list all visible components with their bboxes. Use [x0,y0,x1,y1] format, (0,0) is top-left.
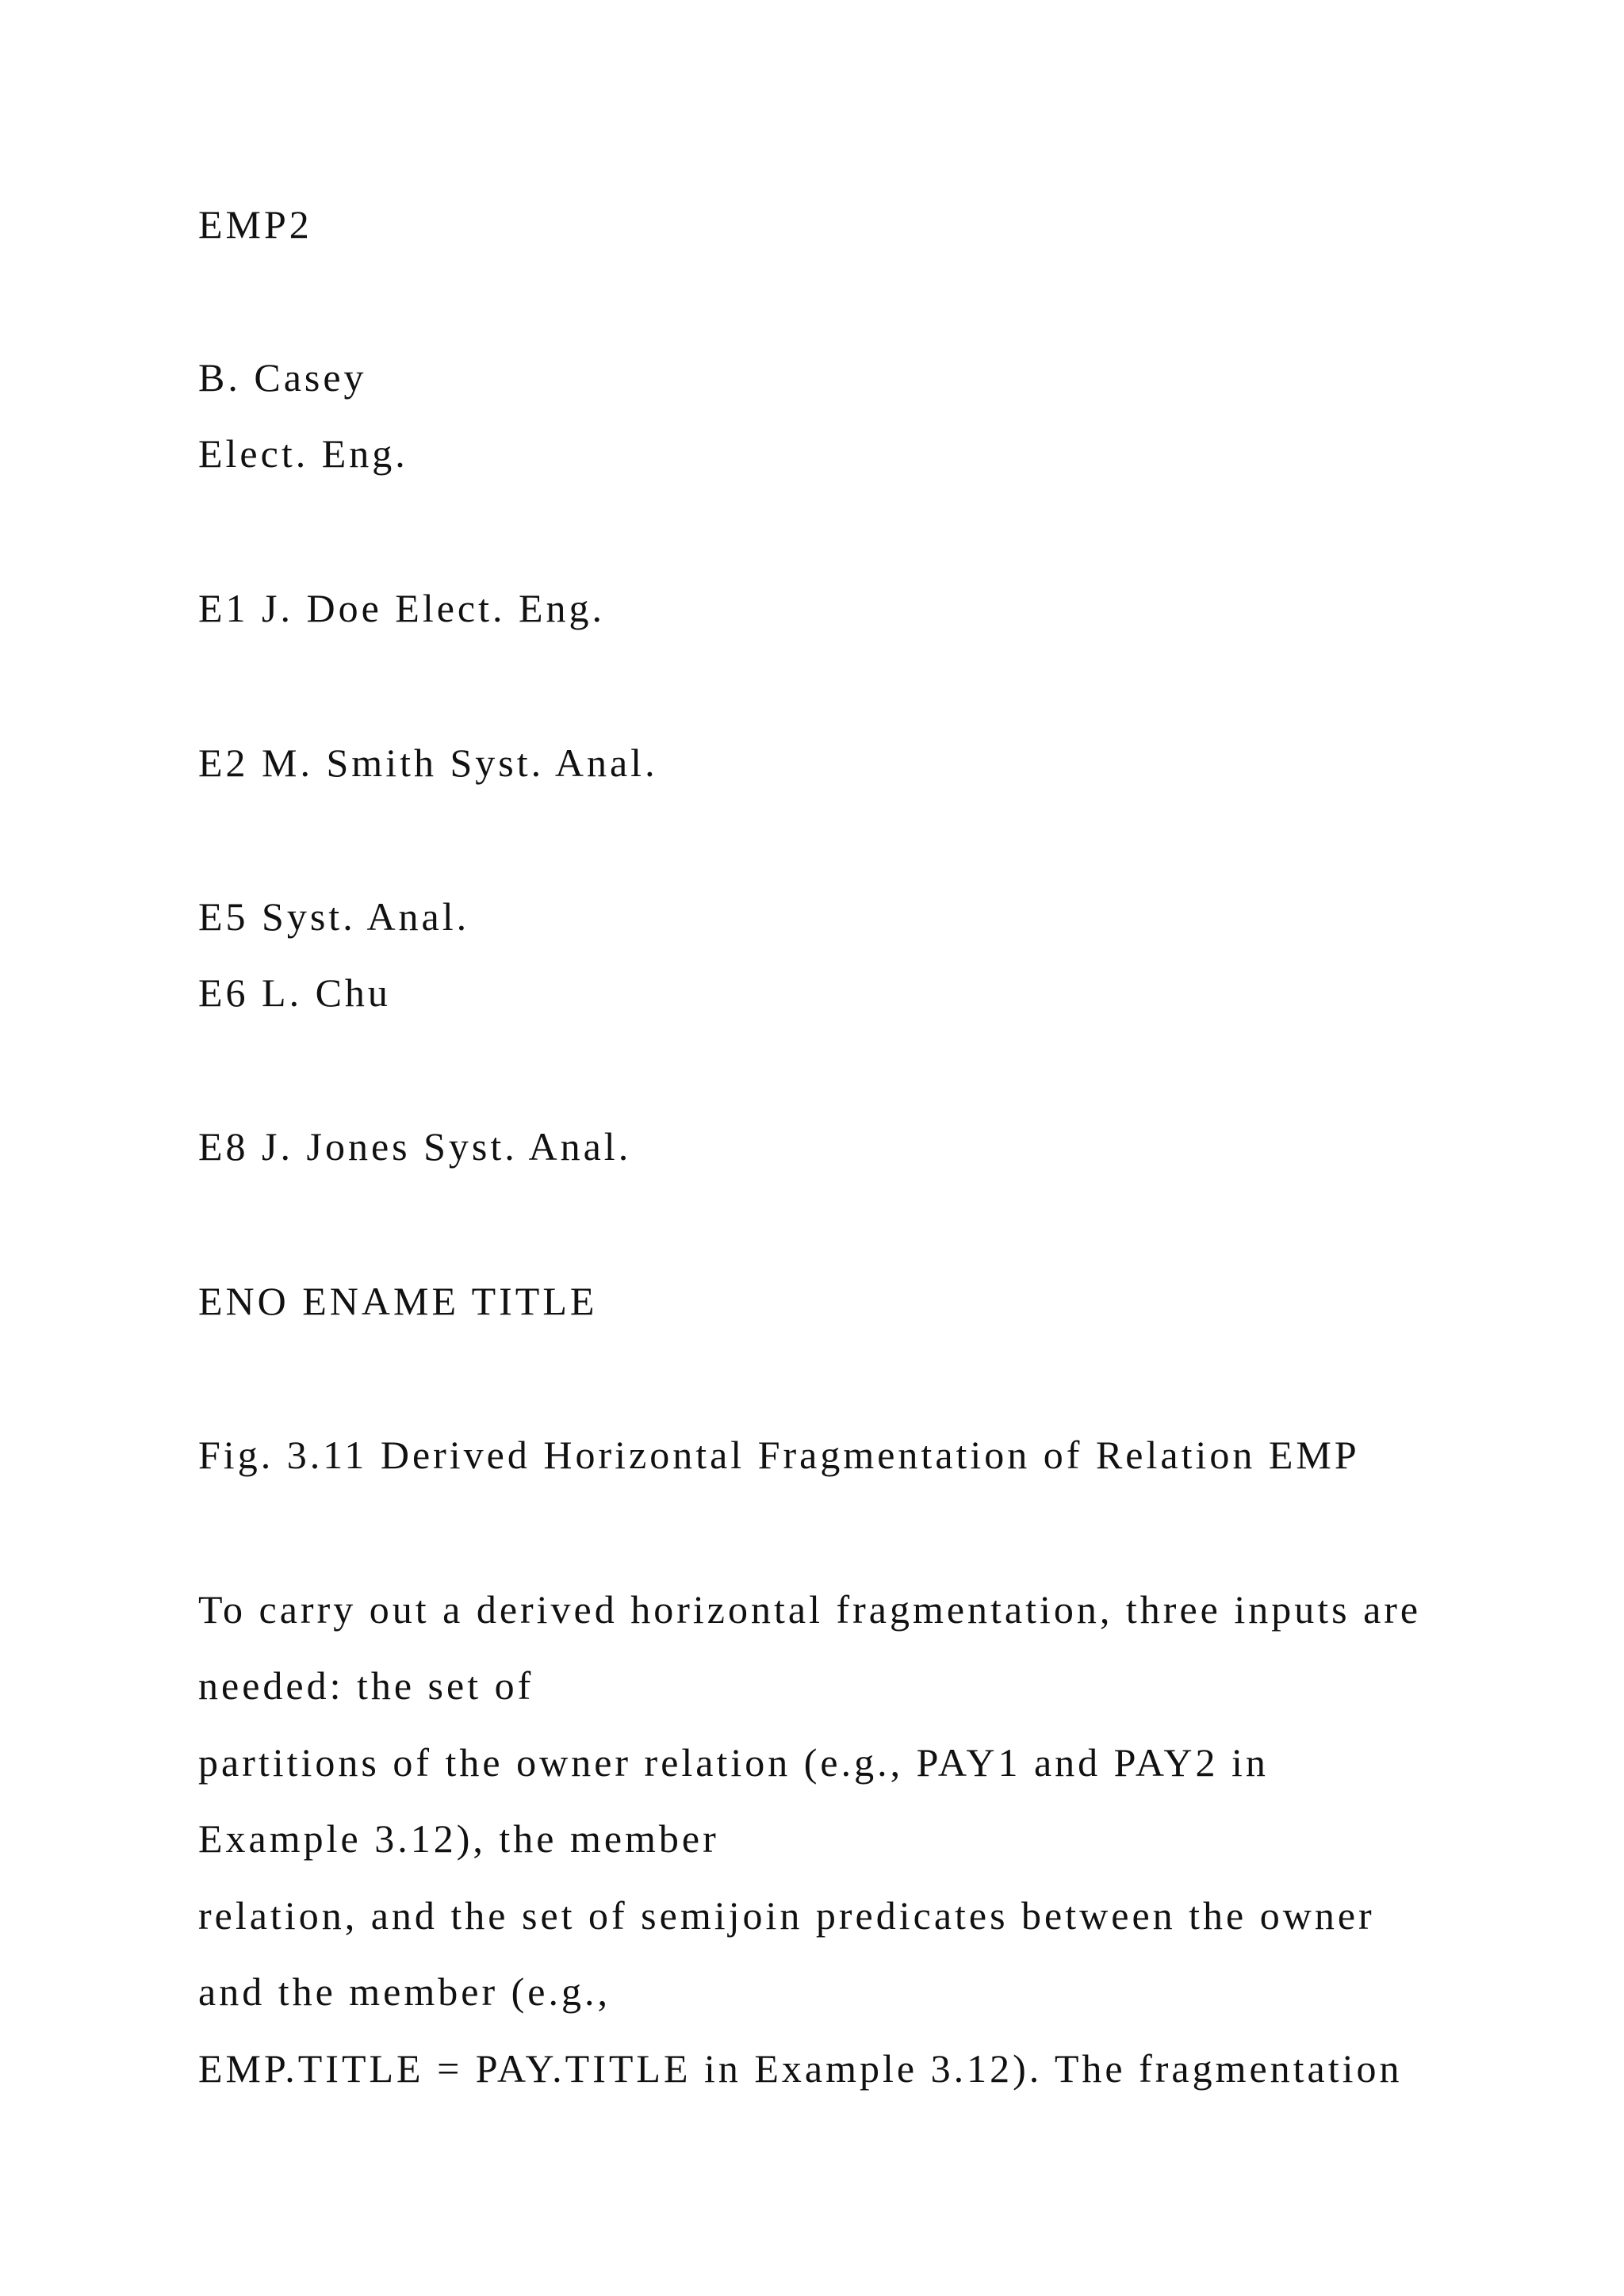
figure-caption: Fig. 3.11 Derived Horizontal Fragmentation of Relation EMP [198,1433,1360,1477]
table-row: E2 M. Smith Syst. Anal. [198,740,658,785]
body-text-line: EMP.TITLE = PAY.TITLE in Example 3.12). The fragmentation [198,2046,1403,2091]
table-header: ENO ENAME TITLE [198,1279,598,1323]
table-cell: B. Casey [198,355,367,400]
body-text-line: and the member (e.g., [198,1969,611,2014]
body-text-line: needed: the set of [198,1663,534,1708]
body-text-line: partitions of the owner relation (e.g., PAY1 and PAY2 in [198,1740,1269,1785]
body-text-line: Example 3.12), the member [198,1816,719,1861]
body-text-line: relation, and the set of semijoin predicates between the owner [198,1893,1375,1938]
body-text-line: To carry out a derived horizontal fragmentation, three inputs are [198,1587,1422,1632]
table-row: E5 Syst. Anal. [198,894,470,939]
table-row: E1 J. Doe Elect. Eng. [198,586,606,630]
fragment-title: EMP2 [198,202,312,247]
table-row: E8 J. Jones Syst. Anal. [198,1124,632,1169]
table-cell: Elect. Eng. [198,431,408,476]
table-row: E6 L. Chu [198,970,391,1015]
